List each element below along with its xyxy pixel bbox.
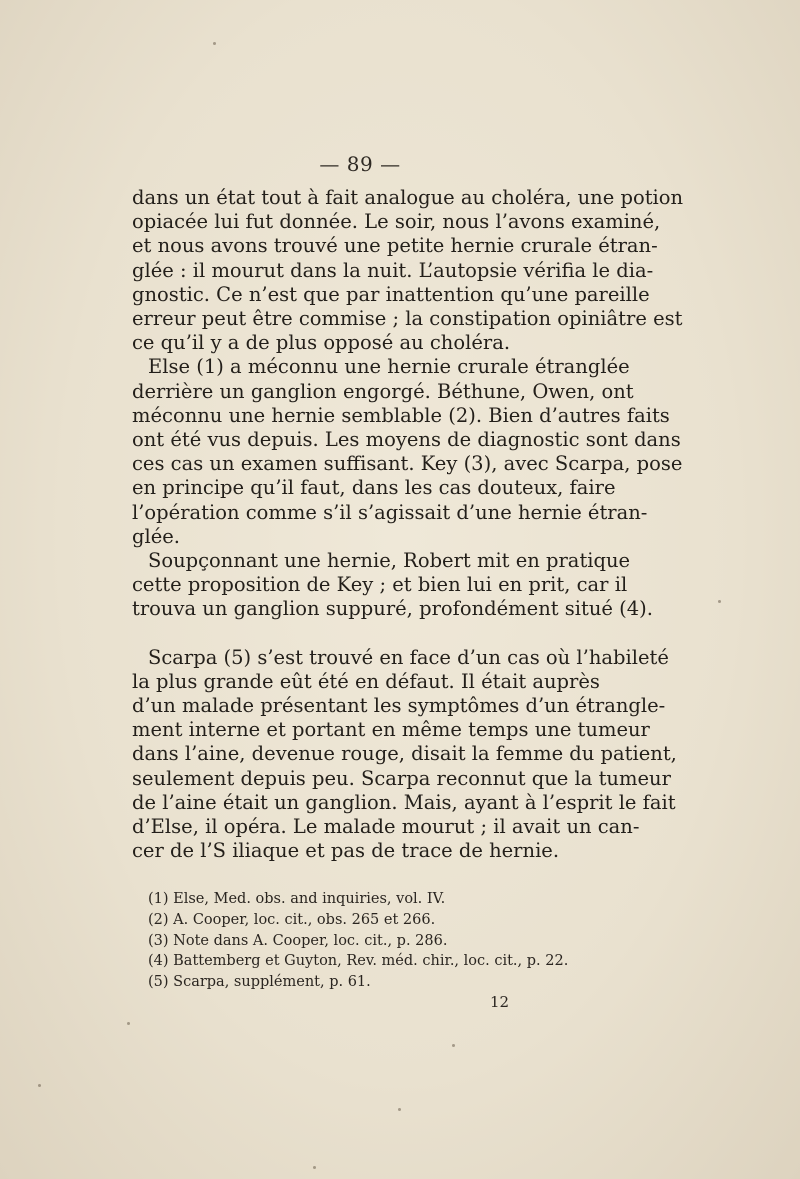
text-line: derrière un ganglion engorgé. Béthune, Owen, ont xyxy=(132,379,634,403)
text-line: Scarpa (5) s’est trouvé en face d’un cas où l’habileté xyxy=(148,645,669,669)
text-line: trouva un ganglion suppuré, profondément situé (4). xyxy=(132,597,653,621)
paragraph-gap xyxy=(132,622,588,646)
paper-speck xyxy=(38,1084,41,1087)
page-number: — 89 — xyxy=(319,152,401,176)
text-line: erreur peut être commise ; la constipation opiniâtre est xyxy=(132,307,683,331)
text-line: et nous avons trouvé une petite hernie crurale étran- xyxy=(132,234,658,258)
paragraph-2 xyxy=(132,355,683,549)
text-line: de l’aine était un ganglion. Mais, ayant à l’esprit le fait xyxy=(132,790,676,814)
footnote-1: (1) Else, Med. obs. and inquiries, vol. IV. xyxy=(148,891,446,907)
text-line: méconnu une hernie semblable (2). Bien d’autres faits xyxy=(132,403,670,427)
footnote-5: (5) Scarpa, supplément, p. 61. xyxy=(148,974,371,991)
paragraph-3 xyxy=(132,549,653,622)
text-line: cer de l’S iliaque et pas de trace de hernie. xyxy=(132,839,560,863)
text-line: ce qu’il y a de plus opposé au choléra. xyxy=(132,331,511,355)
paragraph-1 xyxy=(132,186,684,355)
text-line: ont été vus depuis. Les moyens de diagnostic sont dans xyxy=(132,428,681,452)
paper-speck xyxy=(213,42,216,45)
text-line: en principe qu’il faut, dans les cas douteux, faire xyxy=(132,476,616,500)
text-line: d’un malade présentant les symptômes d’un étrangle- xyxy=(132,694,666,718)
text-line: d’Else, il opéra. Le malade mourut ; il avait un can- xyxy=(132,815,640,839)
paragraph-4 xyxy=(132,645,677,864)
body-text xyxy=(132,186,684,863)
footnote-3: (3) Note dans A. Cooper, loc. cit., p. 286. xyxy=(148,932,448,949)
text-line: Else (1) a méconnu une hernie crurale étranglée xyxy=(148,355,630,379)
text-line: cette proposition de Key ; et bien lui en prit, car il xyxy=(132,573,628,597)
text-line: gnostic. Ce n’est que par inattention qu’une pareille xyxy=(132,282,650,306)
text-line: ment interne et portant en même temps une tumeur xyxy=(132,718,650,742)
text-line: glée : il mourut dans la nuit. L’autopsie vérifia le dia- xyxy=(132,258,654,282)
paper-speck xyxy=(718,600,721,603)
text-line: Soupçonnant une hernie, Robert mit en pratique xyxy=(148,549,631,573)
text-line: seulement depuis peu. Scarpa reconnut que la tumeur xyxy=(132,766,671,790)
footnotes xyxy=(148,889,568,993)
paper-speck xyxy=(127,1022,130,1025)
paper-speck xyxy=(452,1044,455,1047)
text-line: la plus grande eût été en défaut. Il était auprès xyxy=(132,669,600,693)
text-line: ces cas un examen suffisant. Key (3), avec Scarpa, pose xyxy=(132,452,683,476)
text-line: glée. xyxy=(132,524,180,548)
sheet-signature: 12 xyxy=(490,993,510,1011)
text-line: opiacée lui fut donnée. Le soir, nous l’avons examiné, xyxy=(132,210,661,234)
footnote-4: (4) Battemberg et Guyton, Rev. méd. chir., loc. cit., p. 22. xyxy=(148,953,569,970)
text-line: dans l’aine, devenue rouge, disait la femme du patient, xyxy=(132,742,677,766)
paper-speck xyxy=(313,1166,316,1169)
footnote-2: (2) A. Cooper, loc. cit., obs. 265 et 266. xyxy=(148,911,436,928)
paper-speck xyxy=(398,1108,401,1111)
text-line: l’opération comme s’il s’agissait d’une hernie étran- xyxy=(132,500,648,524)
text-line: dans un état tout à fait analogue au choléra, une potion xyxy=(132,186,684,209)
